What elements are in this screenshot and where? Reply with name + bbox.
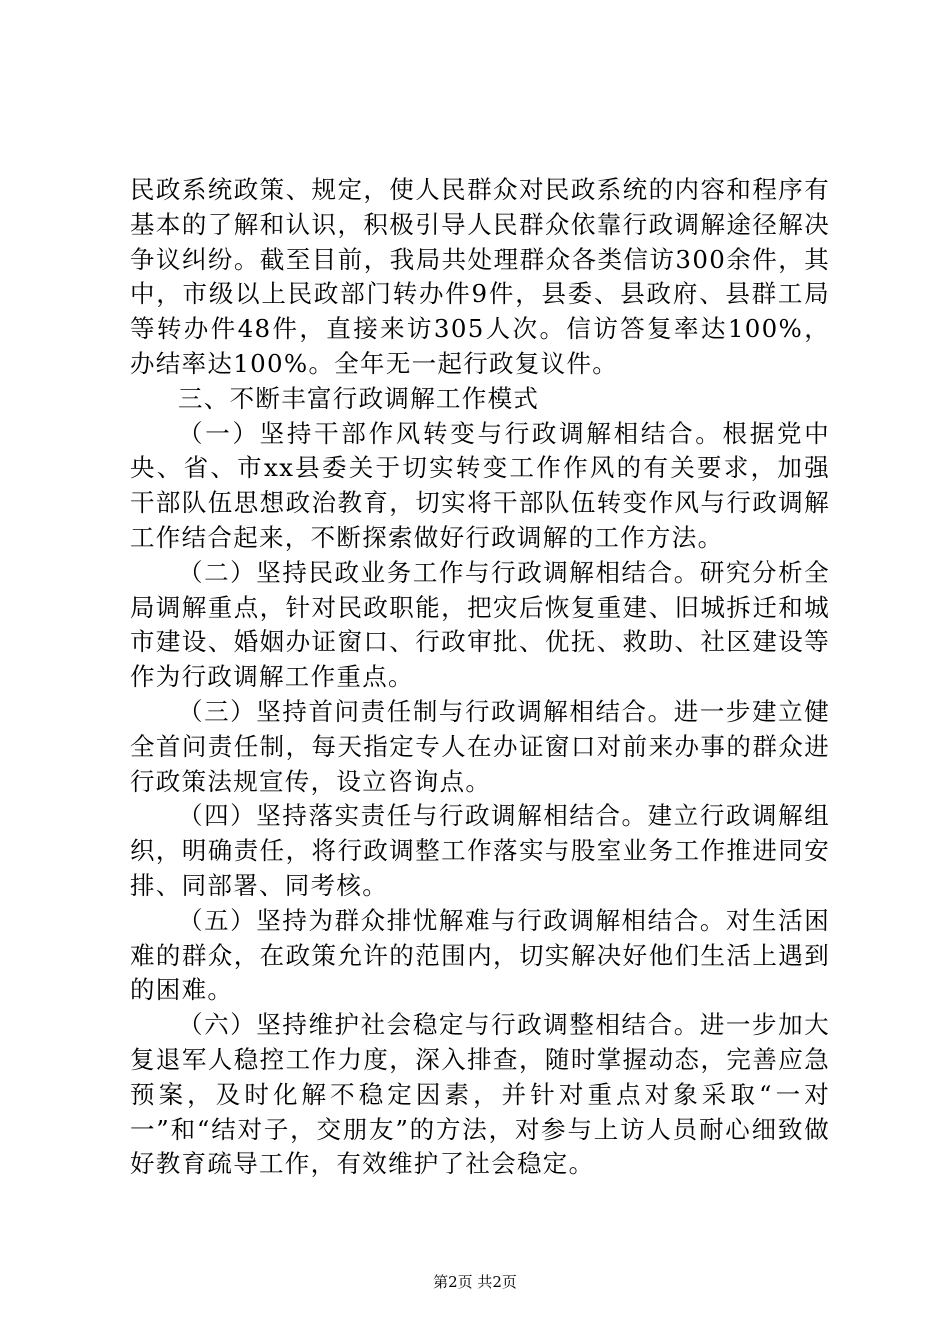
document-body	[130, 173, 830, 1182]
paragraph-item-3: （三）坚持首问责任制与行政调解相结合。进一步建立健全首问责任制，每天指定专人在办证窗口对前来办事的群众进行政策法规宣传，设立咨询点。	[130, 696, 830, 796]
paragraph-item-5: （五）坚持为群众排忧解难与行政调解相结合。对生活困难的群众，在政策允许的范围内，切实解决好他们生活上遇到的困难。	[130, 905, 830, 1005]
paragraph-continuation: 民政系统政策、规定，使人民群众对民政系统的内容和程序有基本的了解和认识，积极引导人民群众依靠行政调解途径解决争议纠纷。截至目前，我局共处理群众各类信访300余件，其中，市级以上民政部门转办件9件，县委、县政府、县群工局等转办件48件，直接来访305人次。信访答复率达100%，办结率达100%。全年无一起行政复议件。	[130, 175, 830, 378]
section-heading: 三、不断丰富行政调解工作模式	[178, 383, 540, 413]
page-footer: 第2页 共2页	[433, 1273, 517, 1291]
paragraph-item-4: （四）坚持落实责任与行政调解相结合。建立行政调解组织，明确责任，将行政调整工作落实与股室业务工作推进同安排、同部署、同考核。	[130, 801, 830, 900]
paragraph-item-1: （一）坚持干部作风转变与行政调解相结合。根据党中央、省、市xx县委关于切实转变工作作风的有关要求，加强干部队伍思想政治教育，切实将干部队伍转变作风与行政调解工作结合起来，不断探索做好行政调解的工作方法。	[130, 418, 830, 552]
paragraph-item-6: （六）坚持维护社会稳定与行政调整相结合。进一步加大复退军人稳控工作力度，深入排查，随时掌握动态，完善应急预案，及时化解不稳定因素，并针对重点对象采取“一对一”和“结对子，交朋友”的方法，对参与上访人员耐心细致做好教育疏导工作，有效维护了社会稳定。	[130, 1010, 830, 1179]
paragraph-item-2: （二）坚持民政业务工作与行政调解相结合。研究分析全局调解重点，针对民政职能，把灾后恢复重建、旧城拆迁和城市建设、婚姻办证窗口、行政审批、优抚、救助、社区建设等作为行政调解工作重点。	[130, 557, 830, 692]
